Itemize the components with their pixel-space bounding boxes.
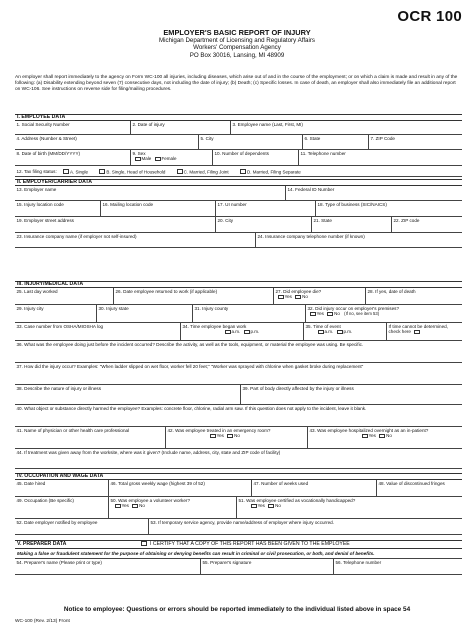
- fraud-warning: Making a false or fraudulent statement for the purpose of obtaining or denying benefits can result in criminal or civil prosecution, or both, and denial of benefits.: [17, 551, 375, 556]
- male-checkbox[interactable]: [135, 157, 141, 162]
- began-pm-checkbox[interactable]: [244, 330, 250, 335]
- die-no-checkbox[interactable]: [295, 295, 301, 300]
- injury-city-field[interactable]: 29. Injury city: [16, 305, 44, 311]
- employer-address-field[interactable]: 19. Employer street address: [16, 217, 74, 223]
- er-yes-checkbox[interactable]: [210, 434, 216, 439]
- ssn-field[interactable]: 1. Social Security Number: [16, 121, 70, 127]
- preparer-section-title: V. PREPARER DATA: [17, 541, 67, 547]
- event-pm-checkbox[interactable]: [337, 330, 343, 335]
- date-notified-field[interactable]: 52. Date employer notified by employee: [16, 519, 98, 525]
- time-began-label: 34. Time employee began work: [182, 323, 247, 329]
- employee-die-label: 27. Did employee die?: [275, 288, 322, 294]
- dependents-field[interactable]: 10. Number of dependents: [212, 150, 298, 165]
- employee-notice: Notice to employee: Questions or errors should be reported immediately to the individual listed above in space 54: [63, 606, 411, 613]
- on-premises-field: [305, 305, 462, 322]
- female-label: Female: [161, 156, 177, 162]
- injury-nature-field[interactable]: 38. Describe the nature of injury or illness: [16, 385, 102, 391]
- die-yes-label: Yes: [284, 294, 292, 300]
- sex-field: [130, 150, 212, 165]
- began-am-label: a.m.: [231, 329, 241, 335]
- weeks-used-field[interactable]: 47. Number of weeks used: [251, 480, 376, 496]
- married-separate-checkbox[interactable]: [240, 169, 246, 174]
- handicapped-no-checkbox[interactable]: [268, 504, 274, 509]
- male-label: Male: [141, 156, 152, 162]
- fein-field[interactable]: 14. Federal ID Number: [285, 186, 462, 200]
- employee-die-field: [273, 288, 365, 304]
- row-40: [15, 405, 462, 427]
- row-44: [15, 449, 462, 469]
- hospital-no-checkbox[interactable]: [379, 434, 385, 439]
- premises-no-checkbox[interactable]: [327, 312, 333, 317]
- preparer-phone-field[interactable]: 56. Telephone number: [333, 559, 462, 574]
- insurance-phone-field[interactable]: 24. Insurance company telephone number (if known): [255, 233, 462, 247]
- injury-date-field[interactable]: 2. Date of injury: [130, 121, 230, 134]
- row-12: [15, 166, 462, 177]
- married-separate-label: D. Married, Filing Separate: [246, 168, 301, 174]
- section-employer-data: II. EMPLOYER/CARRIER DATA: [15, 179, 462, 186]
- agency-name: Workers' Compensation Agency: [193, 44, 281, 52]
- address-field[interactable]: 4. Address (Number & Street): [16, 135, 77, 141]
- preparer-signature-field[interactable]: 55. Preparer's signature: [200, 559, 333, 574]
- employer-city-field[interactable]: 20. City: [215, 217, 311, 232]
- form-title: EMPLOYER'S BASIC REPORT OF INJURY: [163, 28, 311, 37]
- female-checkbox[interactable]: [155, 157, 161, 162]
- handicapped-no-label: No: [275, 503, 281, 509]
- time-unknown-checkbox[interactable]: [414, 330, 420, 335]
- volunteer-label: 50. Was employee a volunteer worker?: [110, 497, 190, 503]
- row-15-18: [15, 201, 462, 217]
- row-54-56: [15, 558, 462, 575]
- row-38-39: [15, 385, 462, 405]
- row-49-51: [15, 497, 462, 519]
- single-label: A. Single: [70, 168, 89, 174]
- injury-state-field[interactable]: 30. Injury state: [96, 305, 192, 322]
- dob-field[interactable]: 8. Date of birth (MM/DD/YYYY): [16, 150, 81, 156]
- began-am-checkbox[interactable]: [225, 330, 231, 335]
- physician-field[interactable]: 41. Name of physician or other health care professional: [16, 427, 130, 433]
- form-revision: WC-100 (Rev. 2/13) Front: [15, 619, 70, 624]
- row-19-22: [15, 217, 462, 233]
- married-joint-checkbox[interactable]: [177, 169, 183, 174]
- single-checkbox[interactable]: [63, 169, 69, 174]
- row-36: [15, 341, 462, 363]
- report-form: [15, 0, 462, 630]
- volunteer-no-label: No: [139, 503, 145, 509]
- row-23-24: [15, 233, 462, 248]
- married-joint-label: C. Married, Filing Joint: [183, 168, 229, 174]
- injury-county-field[interactable]: 31. Injury county: [192, 305, 305, 322]
- harmful-object-field[interactable]: 40. What object or substance directly harmed the employee? Examples: concrete floor, chlorine, radial arm saw. If this question does not apply to the incident, leave it blank.: [16, 405, 367, 411]
- agency-address: PO Box 30016, Lansing, MI 48909: [189, 51, 285, 59]
- single-hoh-checkbox[interactable]: [99, 169, 105, 174]
- occupation-field[interactable]: 49. Occupation (Be specific): [16, 497, 74, 503]
- body-part-field[interactable]: 39. Part of body directly affected by the injury or illness: [240, 385, 462, 404]
- last-day-worked-field[interactable]: 25. Last day worked: [16, 288, 58, 294]
- row-33-35: [15, 323, 462, 341]
- die-yes-checkbox[interactable]: [278, 295, 284, 300]
- row-25-28: [15, 288, 462, 305]
- time-unknown-field: [386, 323, 462, 340]
- event-am-label: a.m.: [324, 329, 334, 335]
- row-45-48: [15, 480, 462, 497]
- employer-state-field[interactable]: 21. State: [311, 217, 391, 232]
- date-hired-field[interactable]: 45. Date hired: [16, 480, 46, 486]
- row-4-7: [15, 135, 462, 150]
- volunteer-yes-label: Yes: [121, 503, 129, 509]
- emergency-room-label: 42. Was employee treated in an emergency room?: [167, 427, 271, 433]
- state-field[interactable]: 6. State: [302, 135, 368, 149]
- filing-status-label: 12. Tax filing status:: [16, 168, 57, 174]
- city-field[interactable]: 5. City: [198, 135, 302, 149]
- row-13-14: [15, 186, 462, 201]
- volunteer-no-checkbox[interactable]: [132, 504, 138, 509]
- handicapped-yes-checkbox[interactable]: [251, 504, 257, 509]
- time-event-field: [303, 323, 386, 340]
- osha-number-field[interactable]: 33. Case number from OSHA/MIOSHA log: [16, 323, 104, 329]
- zip-field[interactable]: 7. ZIP Code: [368, 135, 462, 149]
- time-event-label: 35. Time of event: [305, 323, 341, 329]
- volunteer-yes-checkbox[interactable]: [115, 504, 121, 509]
- preparer-name-field[interactable]: 54. Preparer's name (Please print or type): [16, 559, 102, 565]
- time-unknown-label: If time cannot be determined, check here: [388, 323, 448, 334]
- employee-name-field[interactable]: 3. Employee name (Last, First, MI): [230, 121, 462, 134]
- began-pm-label: p.m.: [250, 329, 260, 335]
- er-yes-label: Yes: [216, 433, 224, 439]
- how-injury-field[interactable]: 37. How did the injury occur? Examples: "When ladder slipped on wet floor, worker fell 20 feet;" "Worker was sprayed with chlorine when gasket broke during replacement": [16, 363, 364, 369]
- row-41-43: [15, 427, 462, 449]
- event-pm-label: p.m.: [343, 329, 353, 335]
- hospital-yes-checkbox[interactable]: [362, 434, 368, 439]
- hospitalized-field: [307, 427, 462, 448]
- row-8-11: [15, 150, 462, 166]
- employer-zip-field[interactable]: 22. ZIP code: [391, 217, 462, 232]
- business-type-field[interactable]: 18. Type of business (SIC/NAICS): [315, 201, 462, 216]
- event-am-checkbox[interactable]: [318, 330, 324, 335]
- premises-no-label: No: [334, 311, 340, 317]
- sex-label: 9. Sex: [132, 150, 146, 156]
- section-preparer-data: [15, 540, 462, 549]
- certify-checkbox[interactable]: [141, 541, 147, 546]
- certify-label: I CERTIFY THAT A COPY OF THIS REPORT HAS BEEN GIVEN TO THE EMPLOYEE: [150, 541, 350, 547]
- discontinued-fringes-field[interactable]: 48. Value of discontinued fringes: [376, 480, 462, 496]
- section-employee-data: I. EMPLOYEE DATA: [15, 114, 462, 121]
- premises-yes-label: Yes: [316, 311, 324, 317]
- er-no-label: No: [234, 433, 240, 439]
- insurance-name-field[interactable]: 23. Insurance company name (if employer not self-insured): [16, 233, 137, 239]
- filing-status-field: [15, 166, 462, 176]
- date-of-death-field[interactable]: 28. If yes, date of death: [365, 288, 462, 304]
- single-hoh-label: B. Single, Head of Household: [106, 168, 166, 174]
- time-began-field: [180, 323, 303, 340]
- activity-field[interactable]: 36. What was the employee doing just before the incident occurred? Describe the activity, as well as the tools, equipment, or material the employee was using. Be specific.: [16, 341, 364, 347]
- er-no-checkbox[interactable]: [227, 434, 233, 439]
- temp-agency-field[interactable]: 53. If temporary service agency, provide name/address of employer where injury occurred.: [148, 519, 462, 534]
- section-occupation-data: IV. OCCUPATION AND WAGE DATA: [15, 473, 462, 480]
- hospital-yes-label: Yes: [368, 433, 376, 439]
- gross-weekly-field[interactable]: 46. Total gross weekly wage (highest 39 of 52): [108, 480, 251, 496]
- employer-name-field[interactable]: 13. Employer name: [16, 186, 57, 192]
- volunteer-field: [108, 497, 236, 518]
- handicapped-yes-label: Yes: [257, 503, 265, 509]
- emergency-room-field: [165, 427, 307, 448]
- injury-location-field[interactable]: 15. Injury location code: [16, 201, 64, 207]
- department-name: Michigan Department of Licensing and Regulatory Affairs: [158, 37, 316, 44]
- row-29-32: [15, 305, 462, 323]
- premises-yes-checkbox[interactable]: [310, 312, 316, 317]
- handicapped-field: [236, 497, 462, 518]
- date-returned-field[interactable]: 26. Date employee returned to work (if applicable): [113, 288, 273, 304]
- die-no-label: No: [302, 294, 308, 300]
- row-37: [15, 363, 462, 385]
- intro-text: An employer shall report immediately to the agency on Form WC-100 all injuries, including diseases, which arise out of and in the course of the employment; or on which a claim is made and result in any of the following: (a) Disability extending beyond seven (7) consecutive days, not including the date of injury; (b) Death; (c) Specific losses. In case of death, an employer shall also immediately file an additional report on WC-106. See instructions on reverse side for filing/mailing procedures.: [15, 75, 458, 92]
- row-1-3: [15, 121, 462, 135]
- on-premises-label: 32. Did injury occur on employer's premises?: [307, 305, 400, 311]
- hospitalized-label: 43. Was employee hospitalized overnight as an in-patient?: [309, 427, 429, 433]
- form-code: OCR 100: [397, 8, 462, 25]
- see-item-note: (If no, see item 53): [344, 311, 380, 317]
- row-52-53: [15, 519, 462, 535]
- treatment-location-field[interactable]: 44. If treatment was given away from the worksite, where was it given? (Include name, address, city, state and ZIP code of facility): [16, 449, 281, 455]
- mailing-location-field[interactable]: 16. Mailing location code: [100, 201, 215, 216]
- handicapped-label: 51. Was employee certified as vocationally handicapped?: [238, 497, 356, 503]
- ui-number-field[interactable]: 17. UI number: [215, 201, 315, 216]
- phone-field[interactable]: 11. Telephone number: [298, 150, 462, 165]
- hospital-no-label: No: [386, 433, 392, 439]
- section-injury-data: III. INJURY/MEDICAL DATA: [15, 281, 462, 288]
